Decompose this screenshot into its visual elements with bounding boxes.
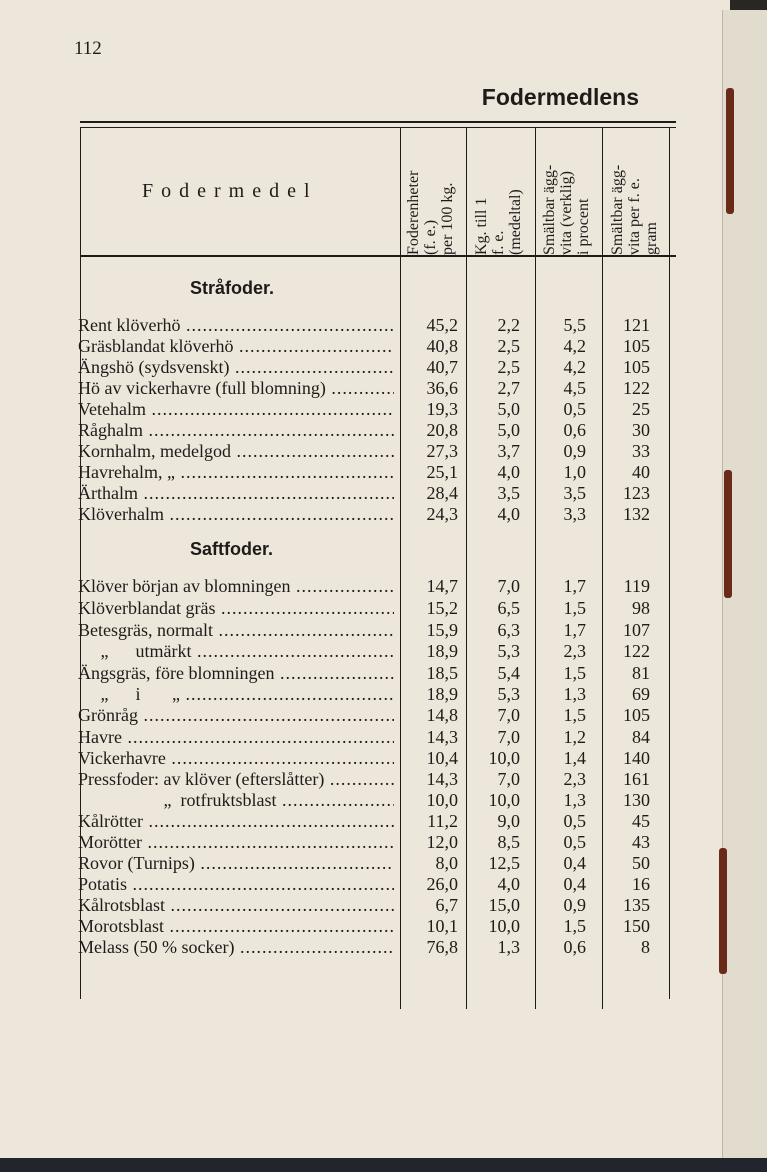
feed-name: Ärthalm ..... <box>78 482 394 504</box>
section-title-strafoder: Stråfoder. <box>190 278 275 298</box>
table-row <box>78 683 678 705</box>
top-rule-thin <box>80 127 676 128</box>
feed-name: Morötter ..... <box>78 831 394 853</box>
cell-pct: 1,7 <box>563 576 586 596</box>
table-row <box>78 747 678 769</box>
table-row <box>78 356 678 378</box>
cell-pct: 1,2 <box>563 727 586 747</box>
header-foderenheter: Foderenheter (f. e.) per 100 kg. <box>405 170 456 255</box>
feed-name: „ utmärkt ..... <box>78 640 394 662</box>
cell-gram: 40 <box>632 462 650 482</box>
cell-kg: 7,0 <box>497 705 520 725</box>
cell-kg: 5,3 <box>497 641 520 661</box>
bookmark-tab <box>719 848 727 974</box>
cell-kg: 6,5 <box>497 598 520 618</box>
cell-pct: 1,5 <box>563 663 586 683</box>
table-row <box>78 575 678 597</box>
cell-kg: 2,2 <box>497 315 520 335</box>
cell-fe: 14,7 <box>426 576 458 596</box>
cell-gram: 121 <box>623 315 650 335</box>
cell-kg: 3,5 <box>497 483 520 503</box>
cell-kg: 5,0 <box>497 420 520 440</box>
cell-pct: 1,0 <box>563 462 586 482</box>
cell-fe: 20,8 <box>426 420 458 440</box>
table-row <box>78 873 678 895</box>
cell-fe: 18,9 <box>426 641 458 661</box>
cell-gram: 45 <box>632 811 650 831</box>
cell-gram: 16 <box>632 874 650 894</box>
cell-pct: 0,6 <box>563 420 586 440</box>
feed-name: Vetehalm ..... <box>78 398 394 420</box>
table-row <box>78 503 678 525</box>
desk-surface <box>0 1158 767 1172</box>
cell-fe: 36,6 <box>426 378 458 398</box>
cell-gram: 130 <box>623 790 650 810</box>
cell-fe: 27,3 <box>426 441 458 461</box>
cell-fe: 14,8 <box>426 705 458 725</box>
cell-gram: 140 <box>623 748 650 768</box>
cell-kg: 8,5 <box>497 832 520 852</box>
cell-fe: 8,0 <box>435 853 458 873</box>
feed-name: Klöverblandat gräs ..... <box>78 597 394 619</box>
cell-gram: 25 <box>632 399 650 419</box>
cell-fe: 12,0 <box>426 832 458 852</box>
cell-pct: 1,5 <box>563 598 586 618</box>
cell-kg: 2,5 <box>497 357 520 377</box>
header-smaltbar-gram: Smältbar ägg- vita per f. e. gram <box>609 164 660 255</box>
feed-name: Grönråg ..... <box>78 704 394 726</box>
table-row <box>78 461 678 483</box>
cell-gram: 132 <box>623 504 650 524</box>
header-kg-till-fe: Kg. till 1 f. e. (medeltal) <box>473 189 524 255</box>
cell-fe: 6,7 <box>435 895 458 915</box>
cell-pct: 5,5 <box>563 315 586 335</box>
cell-kg: 1,3 <box>497 937 520 957</box>
cell-pct: 0,4 <box>563 853 586 873</box>
page-title: Fodermedlens <box>481 84 639 110</box>
cell-gram: 8 <box>641 937 650 957</box>
feed-name: Morotsblast ..... <box>78 915 394 937</box>
cell-fe: 11,2 <box>427 811 458 831</box>
cell-kg: 2,7 <box>497 378 520 398</box>
table-row <box>78 936 678 958</box>
cell-kg: 4,0 <box>497 504 520 524</box>
cell-gram: 135 <box>623 895 650 915</box>
cell-pct: 0,5 <box>563 811 586 831</box>
cell-fe: 15,2 <box>426 598 458 618</box>
cell-gram: 33 <box>632 441 650 461</box>
feed-name: Kornhalm, medelgod ..... <box>78 440 394 462</box>
table-row <box>78 810 678 832</box>
cell-kg: 2,5 <box>497 336 520 356</box>
table-row <box>78 482 678 504</box>
feed-name: Råghalm ..... <box>78 419 394 441</box>
feed-name: Vickerhavre ..... <box>78 747 394 769</box>
feed-name: Gräsblandat klöverhö ..... <box>78 335 394 357</box>
cell-pct: 4,5 <box>563 378 586 398</box>
cell-fe: 15,9 <box>426 620 458 640</box>
top-rule <box>80 121 676 123</box>
cell-kg: 5,0 <box>497 399 520 419</box>
cell-kg: 5,3 <box>497 684 520 704</box>
cell-gram: 122 <box>623 641 650 661</box>
cell-kg: 7,0 <box>497 576 520 596</box>
cell-kg: 7,0 <box>497 727 520 747</box>
cell-pct: 0,4 <box>563 874 586 894</box>
cell-kg: 9,0 <box>497 811 520 831</box>
feed-name: „ rotfruktsblast ..... <box>78 789 394 811</box>
cell-gram: 105 <box>623 336 650 356</box>
cell-pct: 1,3 <box>563 684 586 704</box>
cell-fe: 18,9 <box>426 684 458 704</box>
cell-fe: 40,8 <box>426 336 458 356</box>
feed-name: Melass (50 % socker) ..... <box>78 936 394 958</box>
table-row <box>78 704 678 726</box>
cell-gram: 119 <box>623 576 650 596</box>
cell-pct: 1,3 <box>563 790 586 810</box>
feed-name: Havre ..... <box>78 726 394 748</box>
cell-kg: 5,4 <box>497 663 520 683</box>
feed-name: Pressfoder: av klöver (efterslåtter) ..... <box>78 768 394 790</box>
bookmark-tab <box>724 470 732 598</box>
cell-kg: 4,0 <box>497 462 520 482</box>
cell-fe: 10,1 <box>426 916 458 936</box>
cell-pct: 2,3 <box>563 769 586 789</box>
cell-pct: 0,9 <box>563 441 586 461</box>
feed-name: Havrehalm, „ ..... <box>78 461 394 483</box>
bookmark-tab <box>726 88 734 214</box>
cell-pct: 4,2 <box>563 357 586 377</box>
cell-gram: 43 <box>632 832 650 852</box>
table-row <box>78 894 678 916</box>
table-row <box>78 662 678 684</box>
cell-gram: 105 <box>623 705 650 725</box>
cell-fe: 26,0 <box>426 874 458 894</box>
cell-fe: 10,0 <box>426 790 458 810</box>
cell-kg: 15,0 <box>488 895 520 915</box>
table-row <box>78 398 678 420</box>
cell-pct: 0,9 <box>563 895 586 915</box>
cell-kg: 10,0 <box>488 916 520 936</box>
cell-fe: 24,3 <box>426 504 458 524</box>
table-row <box>78 768 678 790</box>
cell-gram: 122 <box>623 378 650 398</box>
cell-gram: 30 <box>632 420 650 440</box>
page-number: 112 <box>74 38 102 59</box>
cell-fe: 18,5 <box>426 663 458 683</box>
table-row <box>78 852 678 874</box>
cell-fe: 19,3 <box>426 399 458 419</box>
cell-gram: 161 <box>623 769 650 789</box>
cell-gram: 107 <box>623 620 650 640</box>
cell-pct: 4,2 <box>563 336 586 356</box>
header-smaltbar-procent: Smältbar ägg- vita (verklig) i procent <box>541 164 592 255</box>
cell-gram: 123 <box>623 483 650 503</box>
cell-pct: 0,5 <box>563 399 586 419</box>
cell-gram: 105 <box>623 357 650 377</box>
cell-kg: 3,7 <box>497 441 520 461</box>
table-row <box>78 440 678 462</box>
cell-kg: 4,0 <box>497 874 520 894</box>
cell-fe: 14,3 <box>426 769 458 789</box>
table-row <box>78 640 678 662</box>
feed-name: Klöver början av blomningen ..... <box>78 575 394 597</box>
table-row <box>78 419 678 441</box>
table-row <box>78 377 678 399</box>
cell-kg: 10,0 <box>488 748 520 768</box>
table-row <box>78 335 678 357</box>
cell-fe: 14,3 <box>426 727 458 747</box>
table-row <box>78 597 678 619</box>
header-fodermedel: Fodermedel <box>142 180 318 202</box>
feed-name: Ängsgräs, före blomningen ..... <box>78 662 394 684</box>
cell-pct: 2,3 <box>563 641 586 661</box>
cell-fe: 76,8 <box>426 937 458 957</box>
feed-name: Hö av vickerhavre (full blomning) ..... <box>78 377 394 399</box>
cell-fe: 40,7 <box>426 357 458 377</box>
cell-gram: 84 <box>632 727 650 747</box>
section-title-saftfoder: Saftfoder. <box>190 539 274 559</box>
table-row <box>78 726 678 748</box>
cell-kg: 10,0 <box>488 790 520 810</box>
feed-name: Kålrotsblast ..... <box>78 894 394 916</box>
cell-pct: 1,5 <box>563 705 586 725</box>
feed-name: Kålrötter ..... <box>78 810 394 832</box>
cell-pct: 3,5 <box>563 483 586 503</box>
cell-fe: 25,1 <box>426 462 458 482</box>
cell-fe: 10,4 <box>426 748 458 768</box>
cell-kg: 7,0 <box>497 769 520 789</box>
cell-gram: 150 <box>623 916 650 936</box>
cell-kg: 12,5 <box>488 853 520 873</box>
table-row <box>78 831 678 853</box>
table-row <box>78 789 678 811</box>
cell-gram: 81 <box>632 663 650 683</box>
feed-name: Rovor (Turnips) ..... <box>78 852 394 874</box>
cell-pct: 1,5 <box>563 916 586 936</box>
cell-fe: 45,2 <box>426 315 458 335</box>
cell-pct: 1,7 <box>563 620 586 640</box>
feed-name: „ i „ ..... <box>78 683 394 705</box>
cell-kg: 6,3 <box>497 620 520 640</box>
feed-name: Betesgräs, normalt ..... <box>78 619 394 641</box>
cell-pct: 3,3 <box>563 504 586 524</box>
cell-gram: 50 <box>632 853 650 873</box>
feed-name: Klöverhalm ..... <box>78 503 394 525</box>
cell-pct: 0,6 <box>563 937 586 957</box>
cell-gram: 69 <box>632 684 650 704</box>
table-row <box>78 915 678 937</box>
cell-pct: 1,4 <box>563 748 586 768</box>
table-row <box>78 314 678 336</box>
feed-name: Potatis ..... <box>78 873 394 895</box>
feed-name: Ängshö (sydsvenskt) ..... <box>78 356 394 378</box>
feed-name: Rent klöverhö ..... <box>78 314 394 336</box>
table-row <box>78 619 678 641</box>
cell-pct: 0,5 <box>563 832 586 852</box>
cell-fe: 28,4 <box>426 483 458 503</box>
header-bottom-rule <box>80 255 676 257</box>
cell-gram: 98 <box>632 598 650 618</box>
